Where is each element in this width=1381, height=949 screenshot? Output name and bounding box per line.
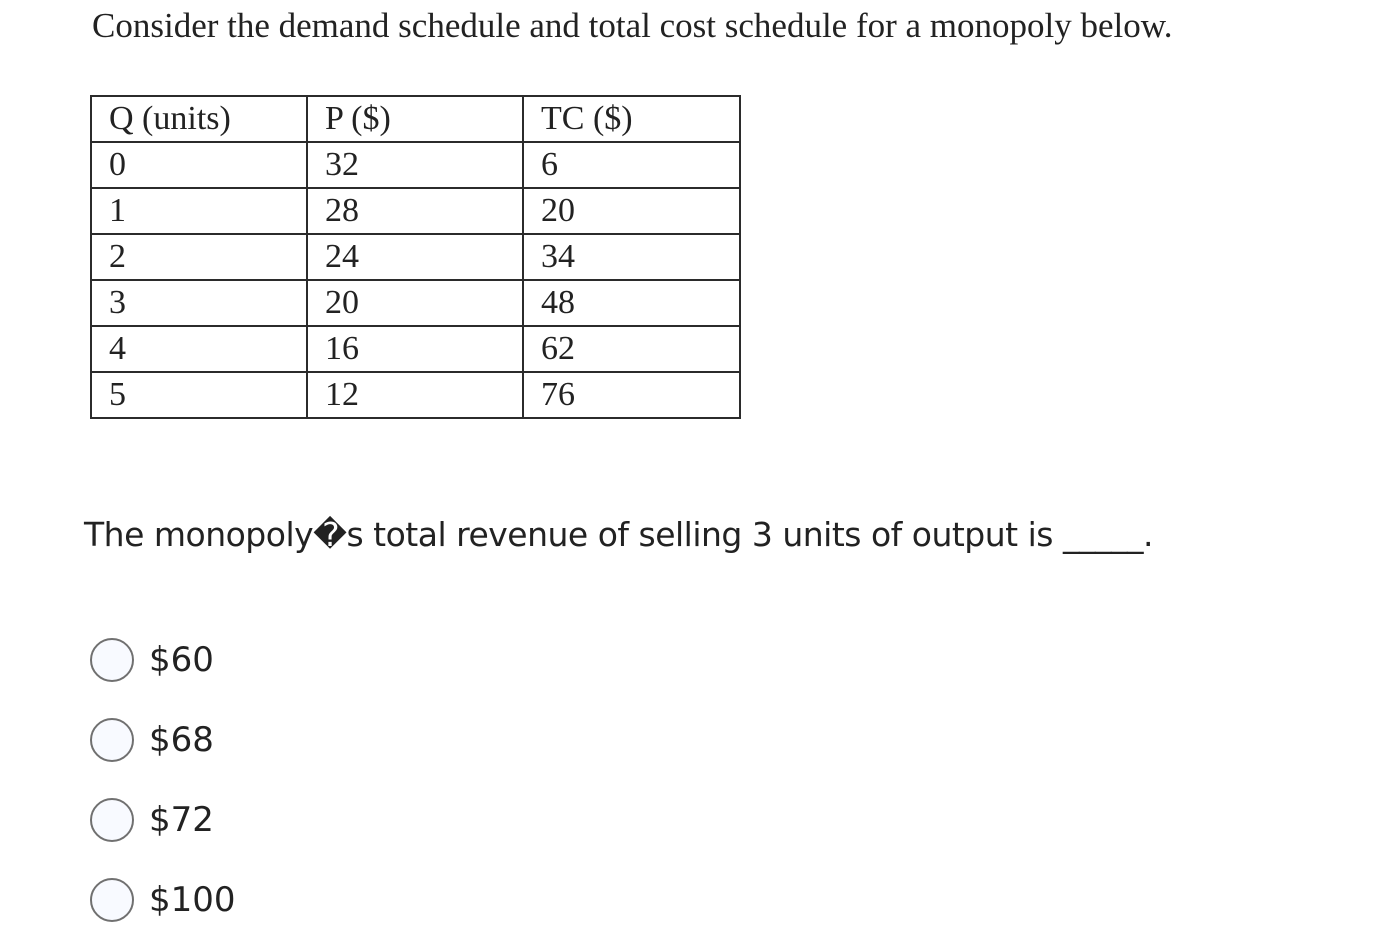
table-row [91, 188, 740, 234]
question-text: The monopoly�s total revenue of selling 3 units of output is _____. [84, 515, 1153, 554]
cell-total-cost: 48 [523, 280, 740, 326]
cell-quantity: 3 [91, 280, 307, 326]
table-row [91, 326, 740, 372]
radio-button[interactable] [90, 638, 134, 682]
answer-options [90, 620, 236, 940]
option-label: $100 [149, 880, 236, 920]
header-total-cost: TC ($) [523, 96, 740, 142]
cell-quantity: 5 [91, 372, 307, 418]
radio-button[interactable] [90, 798, 134, 842]
cell-total-cost: 62 [523, 326, 740, 372]
cell-price: 12 [307, 372, 523, 418]
table-row [91, 142, 740, 188]
answer-option-72[interactable] [90, 780, 236, 860]
radio-button[interactable] [90, 718, 134, 762]
radio-button[interactable] [90, 878, 134, 922]
option-label: $68 [149, 720, 214, 760]
cell-quantity: 4 [91, 326, 307, 372]
cell-quantity: 2 [91, 234, 307, 280]
header-price: P ($) [307, 96, 523, 142]
cell-total-cost: 6 [523, 142, 740, 188]
table-header-row [91, 96, 740, 142]
question-intro: Consider the demand schedule and total cost schedule for a monopoly below. [92, 6, 1173, 45]
table-row [91, 234, 740, 280]
cell-price: 24 [307, 234, 523, 280]
table-row [91, 372, 740, 418]
answer-option-68[interactable] [90, 700, 236, 780]
cell-quantity: 1 [91, 188, 307, 234]
answer-option-100[interactable] [90, 860, 236, 940]
cell-quantity: 0 [91, 142, 307, 188]
option-label: $72 [149, 800, 214, 840]
demand-cost-table [90, 95, 741, 419]
cell-total-cost: 20 [523, 188, 740, 234]
cell-price: 32 [307, 142, 523, 188]
table-row [91, 280, 740, 326]
cell-price: 20 [307, 280, 523, 326]
cell-price: 16 [307, 326, 523, 372]
answer-option-60[interactable] [90, 620, 236, 700]
option-label: $60 [149, 640, 214, 680]
cell-total-cost: 34 [523, 234, 740, 280]
cell-price: 28 [307, 188, 523, 234]
cell-total-cost: 76 [523, 372, 740, 418]
header-quantity: Q (units) [91, 96, 307, 142]
